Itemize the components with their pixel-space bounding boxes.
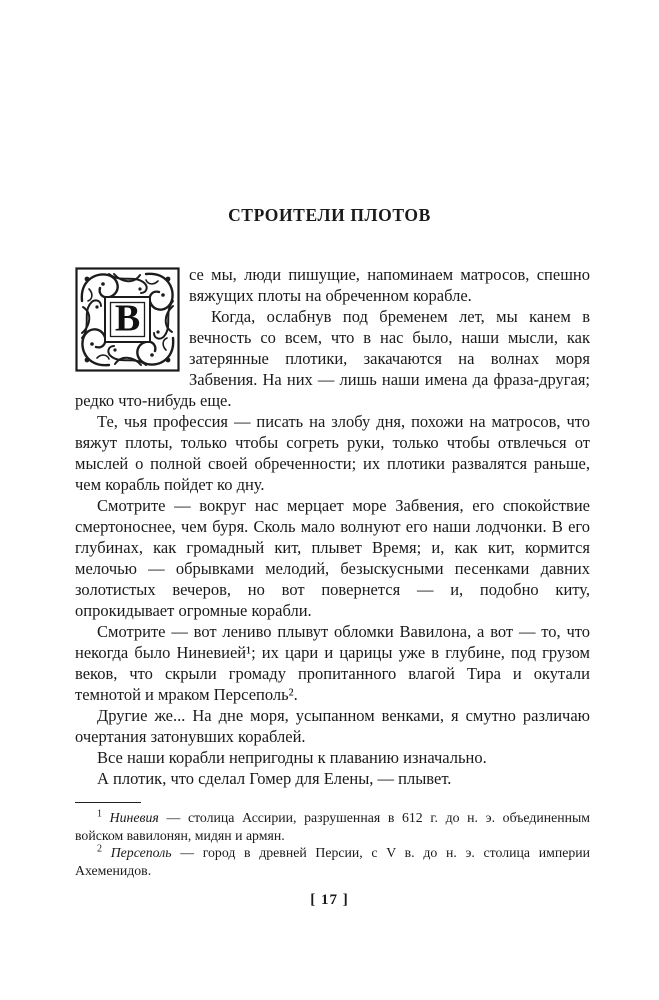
paragraph-3: Те, чья профессия — писать на злобу дня, похожи на матросов, что вяжут плоты, только чтобы согреть руки, только чтобы отвлечься от мыслей о полной своей обреченности; их плотики развалятся раньше, чем корабль пойдет ко дну.	[75, 412, 590, 494]
drop-cap-ornament	[75, 267, 180, 372]
footnote-1-text: — столица Ассирии, разрушенная в 612 г. до н. э. объединенным войском вавилонян, мидян и армян.	[75, 810, 591, 843]
paragraph-4: Смотрите — вокруг нас мерцает море Забвения, его спокойствие смертоноснее, чем буря. Сколь мало волнуют его наши лодчонки. В его глубинах, как громадный кит, плывет Время; и, как кит, кормится мелочью — обрывками мелодий, безыскусными песенками давних золотистых вечеров, но вот повернется — и, подобно киту, опрокидывает огромные корабли.	[75, 496, 590, 620]
body-text	[75, 264, 590, 879]
footnote-2	[75, 844, 590, 879]
paragraph-2: Когда, ослабнув под бременем лет, мы канем в вечность со всем, что в нас было, наши мысли, как затерянные плотики, закачаются на волнах моря Забвения. На них — лишь наши имена да фраза-другая; редко что-нибудь еще.	[75, 307, 590, 410]
paragraph-1: се мы, люди пишущие, напоминаем матросов, спешно вяжущих плоты на обреченном корабле.	[189, 265, 590, 305]
paragraph-6: Другие же... На дне моря, усыпанном венками, я смутно различаю очертания затонувших кораблей.	[75, 706, 590, 746]
footnote-2-text: — город в древней Персии, с V в. до н. э. столица империи Ахеменидов.	[75, 845, 590, 878]
footnote-1	[75, 809, 590, 844]
footnote-1-marker: 1	[97, 808, 102, 820]
footnote-2-marker: 2	[97, 843, 102, 855]
footnote-2-term: Персеполь	[110, 845, 172, 861]
paragraph-8: А плотик, что сделал Гомер для Елены, — плывет.	[97, 769, 452, 788]
footnote-1-term: Ниневия	[109, 810, 159, 825]
footnotes	[75, 809, 590, 879]
drop-cap-letter: В	[114, 296, 141, 339]
footnote-separator	[75, 802, 141, 803]
paragraph-7: Все наши корабли непригодны к плаванию изначально.	[97, 748, 487, 767]
page-number: [ 17 ]	[310, 892, 349, 908]
chapter-title: СТРОИТЕЛИ ПЛОТОВ	[228, 205, 431, 225]
paragraph-5: Смотрите — вот лениво плывут обломки Вавилона, а вот — то, что некогда было Ниневией¹; их цари и царицы уже в глубине, под грузом веков, что скрыли громаду пропитанного влагой Тира и окутали темнотой и мраком Персеполь².	[75, 622, 590, 704]
